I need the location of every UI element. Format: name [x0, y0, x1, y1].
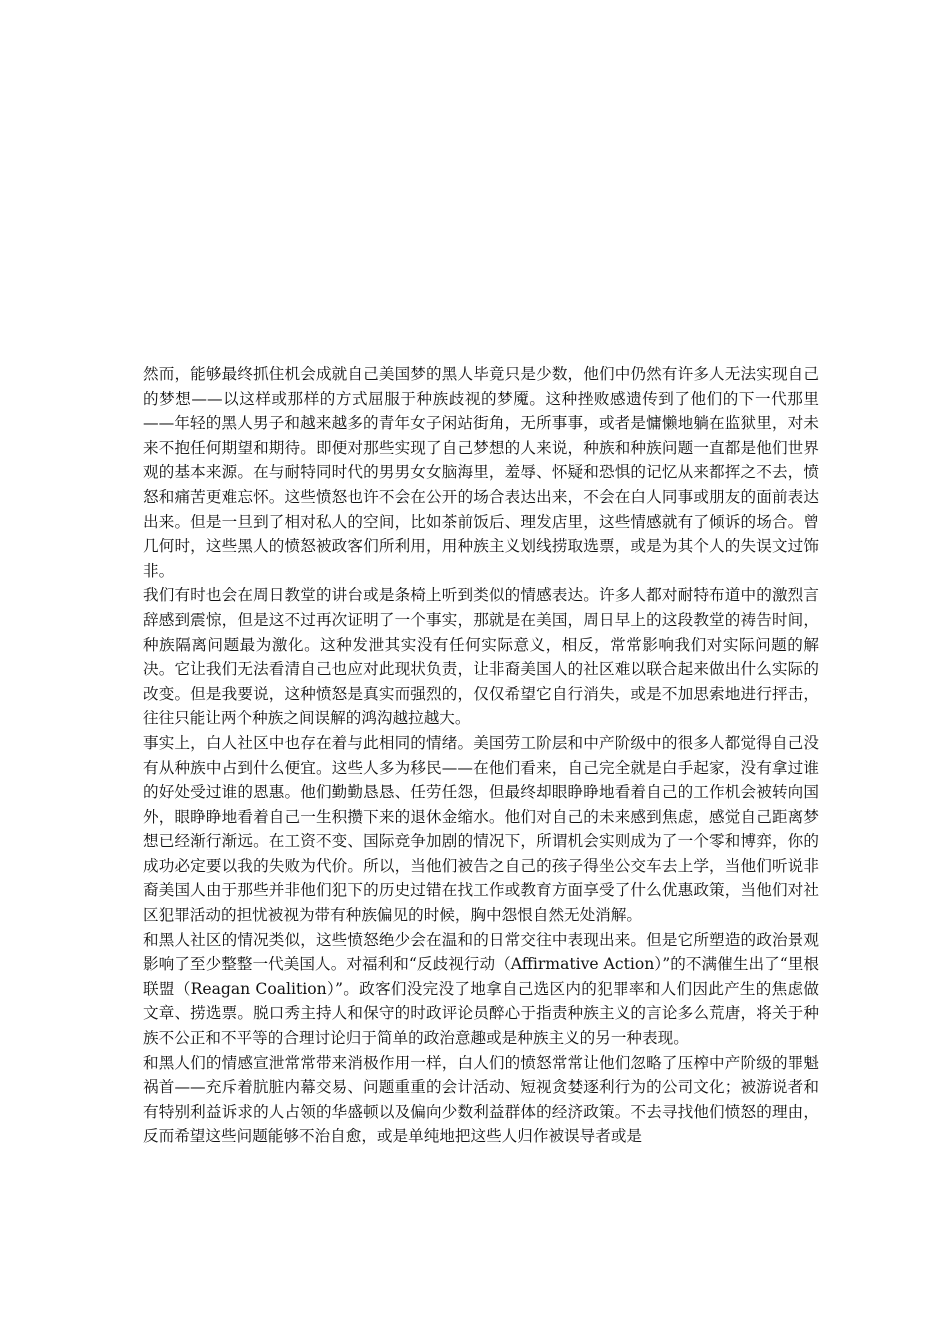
paragraph-1: 然而，能够最终抓住机会成就自己美国梦的黑人毕竟只是少数，他们中仍然有许多人无法实现自己的梦想——以这样或那样的方式屈服于种族歧视的梦魇。这种挫败感遗传到了他们的下一代那里——年轻的黑人男子和越来越多的青年女子闲站街角，无所事事，或者是慵懒地躺在监狱里，对未来不抱任何期望和期待。即便对那些实现了自己梦想的人来说，种族和种族问题一直都是他们世界观的基本来源。在与耐特同时代的男男女女脑海里，羞辱、怀疑和恐惧的记忆从来都挥之不去，愤怒和痛苦更难忘怀。这些愤怒也许不会在公开的场合表达出来，不会在白人同事或朋友的面前表达出来。但是一旦到了相对私人的空间，比如茶前饭后、理发店里，这些情感就有了倾诉的场合。曾几何时，这些黑人的愤怒被政客们所利用，用种族主义划线捞取选票，或是为其个人的失误文过饰非。: [143, 365, 819, 580]
paragraph-4: 和黑人社区的情况类似，这些愤怒绝少会在温和的日常交往中表现出来。但是它所塑造的政治景观影响了至少整整一代美国人。对福利和“反歧视行动（Affirmative Action）”的不满催生出了“里根联盟（Reagan Coalition）”。政客们没完没了地拿自己选区内的犯罪率和人们因此产生的焦虑做文章、捞选票。脱口秀主持人和保守的时政评论员醉心于指责种族主义的言论多么荒唐，将关于种族不公正和不平等的合理讨论归于简单的政治意趣或是种族主义的另一种表现。: [143, 930, 819, 1048]
paragraph-3: 事实上，白人社区中也存在着与此相同的情绪。美国劳工阶层和中产阶级中的很多人都觉得自己没有从种族中占到什么便宜。这些人多为移民——在他们看来，自己完全就是白手起家，没有拿过谁的好处受过谁的恩惠。他们勤勤恳恳、任劳任怨，但最终却眼睁睁地看着自己的工作机会被转向国外，眼睁睁地看着自己一生积攒下来的退休金缩水。他们对自己的未来感到焦虑，感觉自己距离梦想已经渐行渐远。在工资不变、国际竞争加剧的情况下，所谓机会实则成为了一个零和博弈，你的成功必定要以我的失败为代价。所以，当他们被告之自己的孩子得坐公交车去上学，当他们听说非裔美国人由于那些并非他们犯下的历史过错在找工作或教育方面享受了什么优惠政策，当他们对社区犯罪活动的担忧被视为带有种族偏见的时候，胸中怨恨自然无处消解。: [143, 733, 819, 925]
paragraph-2: 我们有时也会在周日教堂的讲台或是条椅上听到类似的情感表达。许多人都对耐特布道中的激烈言辞感到震惊，但是这不过再次证明了一个事实，那就是在美国，周日早上的这段教堂的祷告时间，种族隔离问题最为激化。这种发泄其实没有任何实际意义，相反，常常影响我们对实际问题的解决。它让我们无法看清自己也应对此现状负责，让非裔美国人的社区难以联合起来做出什么实际的改变。但是我要说，这种愤怒是真实而强烈的，仅仅希望它自行消失，或是不加思索地进行抨击，往往只能让两个种族之间误解的鸿沟越拉越大。: [143, 586, 819, 728]
body-text: [143, 362, 819, 1149]
paragraph-5: 和黑人们的情感宣泄常常带来消极作用一样，白人们的愤怒常常让他们忽略了压榨中产阶级的罪魁祸首——充斥着肮脏内幕交易、问题重重的会计活动、短视贪婪逐利行为的公司文化；被游说者和有特别利益诉求的人占领的华盛顿以及偏向少数利益群体的经济政策。不去寻找他们愤怒的理由，反而希望这些问题能够不治自愈，或是单纯地把这些人归作被误导者或是: [143, 1053, 819, 1146]
